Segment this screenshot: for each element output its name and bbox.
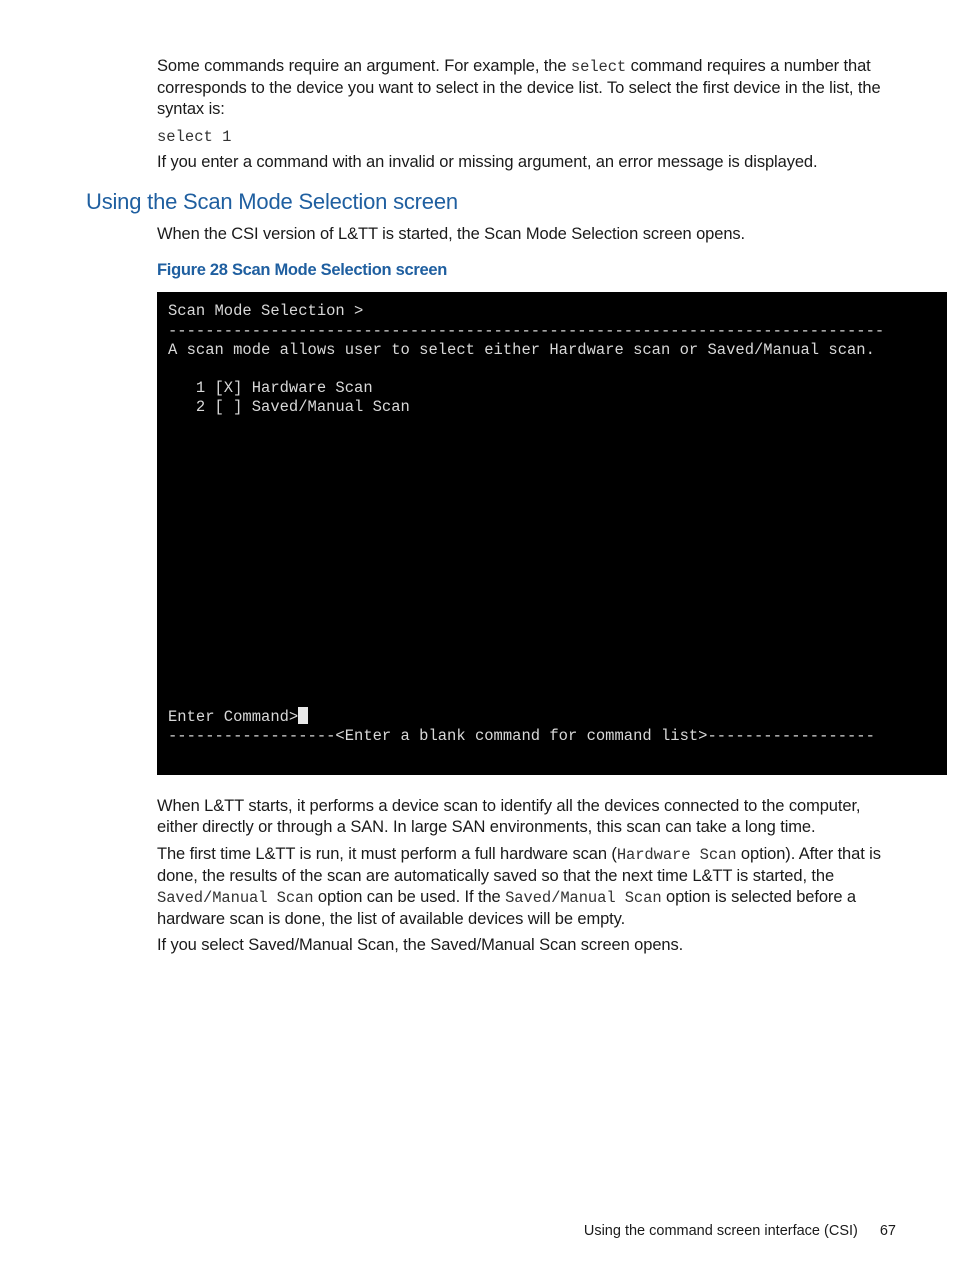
terminal-option-hardware-scan: 1 [X] Hardware Scan <box>168 379 373 397</box>
body-paragraph-2 <box>157 844 897 930</box>
section-heading: Using the Scan Mode Selection screen <box>86 189 458 214</box>
terminal-option-saved-manual-scan: 2 [ ] Saved/Manual Scan <box>168 398 410 416</box>
code-example: select 1 <box>157 128 232 146</box>
intro-text-b: command requires a number that corresponds to the device you want to select in the device list. To select the first device in the list, the syntax is: <box>157 57 881 118</box>
terminal-command-line <box>168 707 308 727</box>
terminal-title: Scan Mode Selection > <box>168 302 364 320</box>
body-text-a: The first time L&TT is run, it must perform a full hardware scan ( <box>157 845 617 863</box>
page-footer <box>584 1223 896 1239</box>
intro-text-a: Some commands require an argument. For example, the <box>157 57 571 75</box>
section-intro: When the CSI version of L&TT is started, the Scan Mode Selection screen opens. <box>157 225 746 243</box>
inline-code-saved-manual-scan-1: Saved/Manual Scan <box>157 889 314 907</box>
body-text-d: option is selected before a hardware scan is done, the list of available devices will be empty. <box>157 888 856 928</box>
body-text-b: option). After that is done, the results of the scan are automatically saved so that the next time L&TT is started, the <box>157 845 881 885</box>
inline-code-saved-manual-scan-2: Saved/Manual Scan <box>505 889 662 907</box>
body-paragraph-3: If you select Saved/Manual Scan, the Saved/Manual Scan screen opens. <box>157 936 684 954</box>
body-text-c: option can be used. If the <box>313 888 506 906</box>
intro-paragraph-1 <box>157 56 897 120</box>
figure-caption: Figure 28 Scan Mode Selection screen <box>157 261 447 279</box>
terminal-screenshot <box>157 292 947 775</box>
inline-code-hardware-scan: Hardware Scan <box>616 846 737 864</box>
terminal-cursor <box>298 707 308 724</box>
page-number: 67 <box>879 1223 896 1239</box>
terminal-separator: ----------------------------------------------------------------------------- <box>168 322 885 340</box>
terminal-description: A scan mode allows user to select either Hardware scan or Saved/Manual scan. <box>168 341 875 359</box>
terminal-footer-line: ------------------<Enter a blank command for command list>------------------ <box>168 727 875 745</box>
terminal-prompt: Enter Command> <box>168 708 299 726</box>
intro-paragraph-2: If you enter a command with an invalid or missing argument, an error message is displayed. <box>157 153 818 171</box>
inline-code-select: select <box>570 58 627 76</box>
footer-section-title: Using the command screen interface (CSI) <box>583 1223 858 1239</box>
body-paragraph-1: When L&TT starts, it performs a device scan to identify all the devices connected to the computer, either directly or through a SAN. In large SAN environments, this scan can take a long time. <box>157 797 861 836</box>
